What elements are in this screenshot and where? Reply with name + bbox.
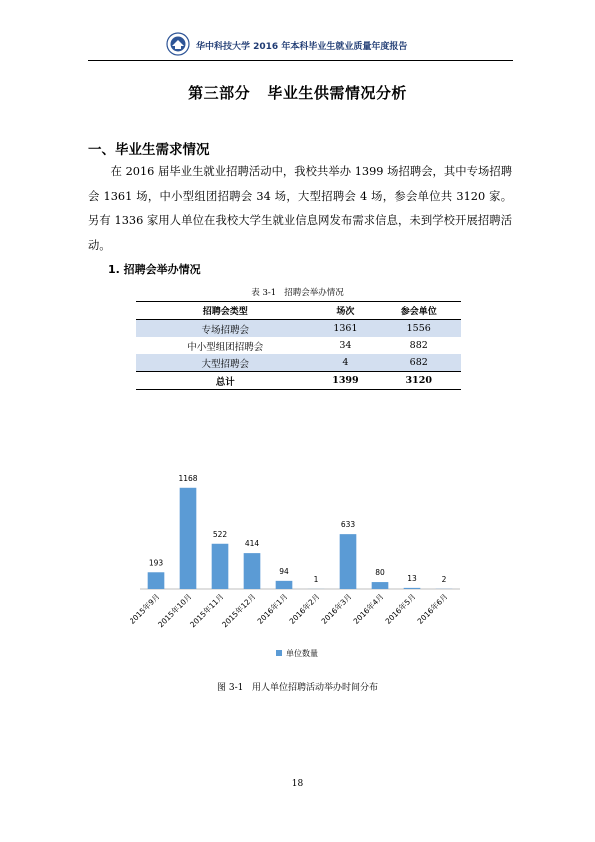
legend-swatch — [276, 650, 282, 656]
table-cell: 882 — [409, 340, 428, 351]
table-header-row — [136, 302, 461, 320]
section-title: 一、毕业生需求情况 — [88, 142, 210, 158]
bar — [148, 572, 165, 589]
page-header — [88, 30, 513, 61]
x-tick-label: 2016年2月 — [287, 592, 322, 626]
table-caption: 表 3-1 招聘会举办情况 — [251, 288, 344, 298]
data-label: 633 — [340, 520, 356, 530]
bar — [244, 553, 261, 589]
bar-chart — [130, 460, 470, 670]
data-label: 1168 — [178, 473, 198, 483]
table-row — [136, 320, 461, 338]
table-cell: 中小型组团招聘会 — [187, 341, 264, 353]
university-logo-icon — [166, 32, 190, 56]
data-label: 1 — [313, 574, 319, 584]
column-header-units: 参会单位 — [376, 302, 461, 320]
table-cell: 34 — [339, 340, 352, 351]
data-label: 94 — [279, 566, 289, 576]
x-tick-label: 2016年5月 — [383, 592, 418, 626]
data-label: 2 — [441, 574, 447, 584]
table-row — [136, 337, 461, 354]
bar-chart-svg — [130, 460, 470, 670]
table-cell: 总计 — [136, 372, 314, 390]
x-tick-label: 2015年11月 — [188, 592, 226, 630]
x-tick-label: 2016年3月 — [319, 592, 354, 626]
x-tick-label: 2015年10月 — [156, 592, 194, 630]
subsection-title: 1. 招聘会举办情况 — [108, 263, 201, 276]
column-header-type: 招聘会类型 — [136, 302, 314, 320]
column-header-sessions: 场次 — [314, 302, 376, 320]
table-cell: 1556 — [376, 320, 461, 338]
x-tick-label: 2016年4月 — [351, 592, 386, 626]
data-label: 414 — [244, 539, 260, 549]
bar — [404, 588, 421, 589]
x-tick-label: 2015年9月 — [130, 592, 162, 626]
header-title: 华中科技大学 2016 年本科毕业生就业质量年度报告 — [196, 42, 408, 52]
bar — [276, 581, 293, 589]
x-tick-label: 2015年12月 — [220, 592, 258, 630]
table-cell: 专场招聘会 — [136, 320, 314, 338]
body-paragraph: 在 2016 届毕业生就业招聘活动中，我校共举办 1399 场招聘会，其中专场招聘会 1361 场，中小型组团招聘会 34 场，大型招聘会 4 场，参会单位共 3120 家。另有 1336 家用人单位在我校大学生就业信息网发布需求信息，未到学校开展招聘活动。 — [88, 165, 512, 252]
figure-caption: 图 3-1 用人单位招聘活动举办时间分布 — [217, 683, 378, 693]
table-total-row — [136, 372, 461, 390]
bar — [372, 582, 389, 589]
x-tick-label: 2016年6月 — [415, 592, 450, 626]
legend-label: 单位数量 — [286, 649, 318, 658]
bar — [180, 488, 197, 589]
part-title: 第三部分 毕业生供需情况分析 — [188, 84, 407, 102]
table-cell: 3120 — [376, 372, 461, 390]
bar — [212, 544, 229, 589]
job-fair-table — [136, 301, 461, 390]
data-label: 13 — [407, 573, 417, 583]
table-cell: 682 — [376, 354, 461, 372]
page-number: 18 — [291, 779, 304, 789]
table-cell: 1399 — [314, 372, 376, 390]
table-cell: 1361 — [314, 320, 376, 338]
bar — [340, 534, 357, 589]
data-label: 80 — [375, 568, 385, 578]
table-row — [136, 354, 461, 372]
x-tick-label: 2016年1月 — [255, 592, 290, 626]
table-cell: 大型招聘会 — [136, 354, 314, 372]
data-label: 193 — [148, 558, 164, 568]
table-cell: 4 — [314, 354, 376, 372]
data-label: 522 — [212, 529, 228, 539]
